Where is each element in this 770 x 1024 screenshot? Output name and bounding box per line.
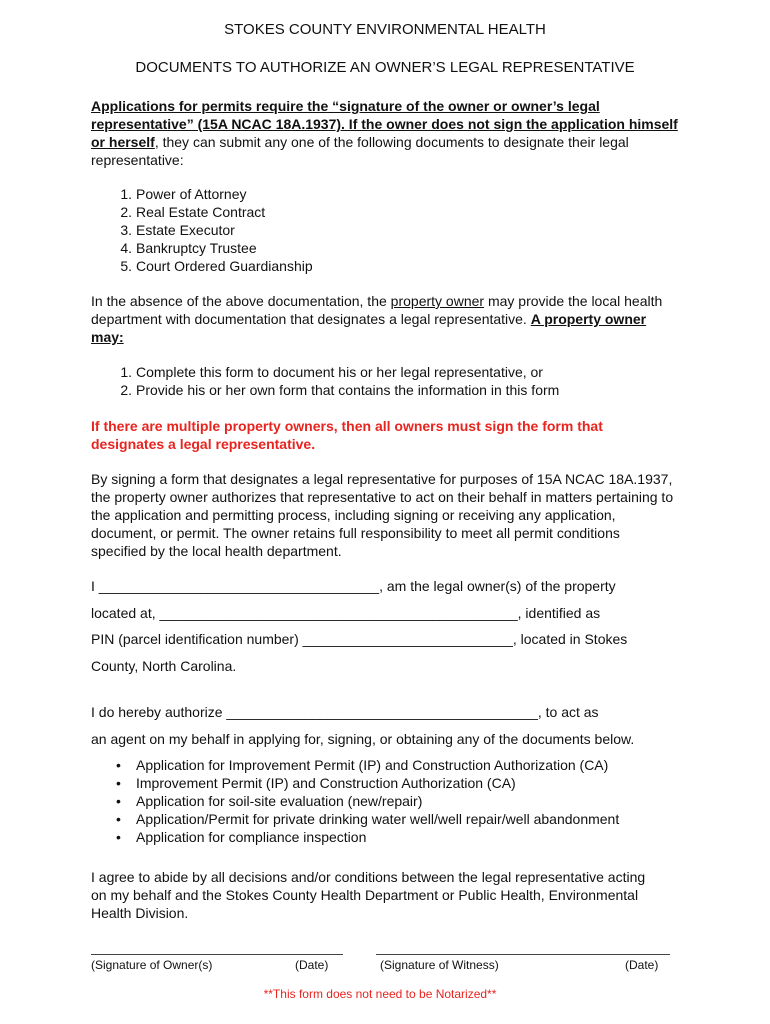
authorize-line[interactable]: I do hereby authorize ________________________________________, to act as <box>91 704 599 720</box>
intro-rest-text: , they can submit any one of the following documents to designate their legal representative: <box>91 134 629 168</box>
agent-line: an agent on my behalf in applying for, signing, or obtaining any of the documents below. <box>91 731 635 747</box>
witness-signature-line[interactable] <box>376 954 670 955</box>
intro-bold-text: Applications for permits require the “signature of the owner or owner’s legal representative” (15A NCAC 18A.1937). If the owner does not sign the application himself or herself <box>91 98 678 150</box>
bullet-icon: • <box>116 829 121 845</box>
notarized-note: **This form does not need to be Notarized** <box>263 987 497 1001</box>
list-item: 1. Power of Attorney <box>120 186 247 202</box>
list-item: 2. Real Estate Contract <box>120 204 266 220</box>
owner-date-label: (Date) <box>295 958 329 972</box>
bullet-icon: • <box>116 775 121 791</box>
pin-line[interactable]: PIN (parcel identification number) ___________________________, located in Stokes <box>91 631 628 647</box>
signing-paragraph: By signing a form that designates a legal representative for purposes of 15A NCAC 18A.1937, the property owner authorizes that representative to act on their behalf in matters pertaining to the application and permitting process, including signing or receiving any application, document, or permit. The owner retains full responsibility to meet all permit conditions specified by the local health department. <box>91 471 674 559</box>
agreement-paragraph: I agree to abide by all decisions and/or conditions between the legal representative acting on my behalf and the Stokes County Health Department or Public Health, Environmental Health Division. <box>91 869 646 921</box>
list-item: • Application for Improvement Permit (IP) and Construction Authorization (CA) <box>116 757 609 773</box>
permit-bullet-list <box>116 756 620 846</box>
absence-paragraph: In the absence of the above documentation, the property owner may provide the local health department with documentation that designates a legal representative. A property owner may: <box>91 293 663 345</box>
witness-date-label: (Date) <box>625 958 659 972</box>
intro-paragraph <box>91 97 681 169</box>
witness-signature-label: (Signature of Witness) <box>380 958 499 972</box>
list-item: 5. Court Ordered Guardianship <box>120 258 313 274</box>
list-item: • Application for soil-site evaluation (new/repair) <box>116 793 423 809</box>
bullet-icon: • <box>116 757 121 773</box>
list-item: 4. Bankruptcy Trustee <box>120 240 257 256</box>
bullet-icon: • <box>116 793 121 809</box>
agency-title: STOKES COUNTY ENVIRONMENTAL HEALTH <box>224 21 546 38</box>
list-item: • Improvement Permit (IP) and Construction Authorization (CA) <box>116 775 516 791</box>
list-item: • Application/Permit for private drinking water well/well repair/well abandonment <box>116 811 620 827</box>
county-line: County, North Carolina. <box>91 658 237 674</box>
owner-signature-line[interactable] <box>91 954 343 955</box>
documents-list <box>120 185 313 275</box>
document-title: DOCUMENTS TO AUTHORIZE AN OWNER’S LEGAL REPRESENTATIVE <box>135 59 635 76</box>
owner-signature-label: (Signature of Owner(s) <box>91 958 213 972</box>
owner-name-line[interactable]: I ____________________________________, am the legal owner(s) of the property <box>91 578 616 594</box>
property-owner-text: property owner <box>390 293 485 309</box>
list-item: 1. Complete this form to document his or her legal representative, or <box>120 364 543 380</box>
options-list <box>120 363 560 399</box>
bullet-icon: • <box>116 811 121 827</box>
list-item: 2. Provide his or her own form that contains the information in this form <box>120 382 560 398</box>
multiple-owners-notice: If there are multiple property owners, then all owners must sign the form that designates a legal representative. <box>91 418 603 452</box>
list-item: 3. Estate Executor <box>120 222 235 238</box>
property-location-line[interactable]: located at, ______________________________________________, identified as <box>91 605 601 621</box>
list-item: • Application for compliance inspection <box>116 829 367 845</box>
property-owner-may-text: A property owner may: <box>91 311 647 345</box>
